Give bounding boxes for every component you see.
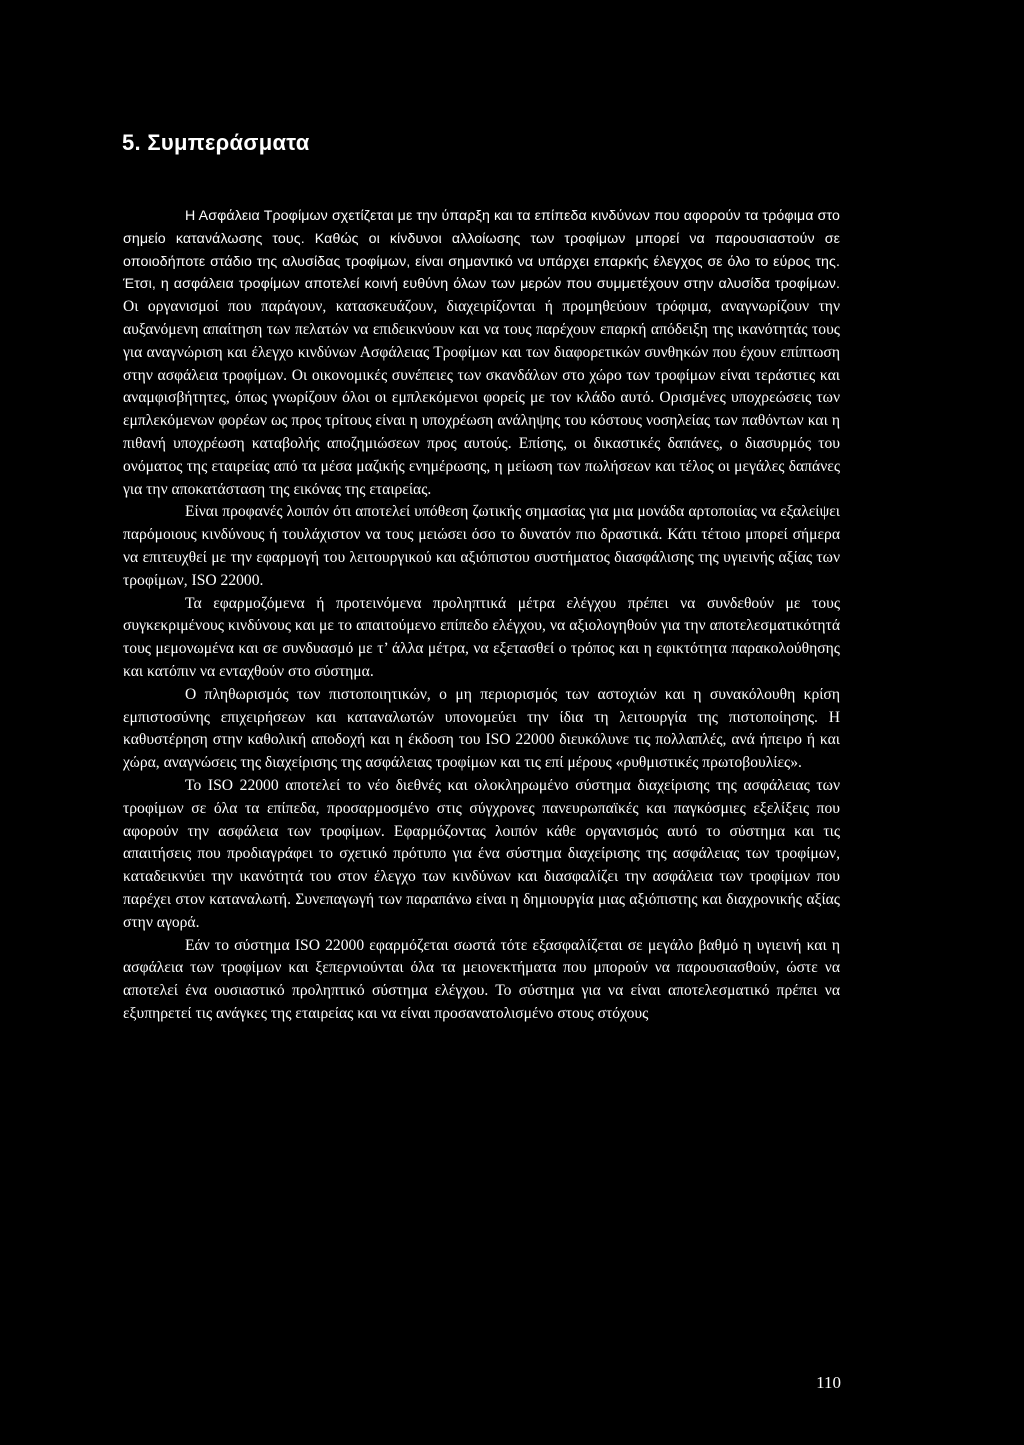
paragraph-bakery <box>123 501 840 592</box>
page-number: 110 <box>816 1373 841 1392</box>
paragraph-control-measures <box>123 593 840 684</box>
paragraph-intro <box>123 205 840 501</box>
text-segment: Οι οργανισμοί που παράγουν, κατασκευάζουν, διαχειρίζονται ή προμηθεύουν τρόφιμα, αναγνωρίζουν την αυξανόμενη απαίτηση των πελατών να επιδεικνύουν και να τους παρέχουν επαρκή απόδειξη της ικανότητάς τους για αναγνώριση και έλεγχο κινδύνων Ασφάλειας Τροφίμων και των διαφορετικών συνθηκών που έχουν επίπτωση στην ασφάλεια τροφίμων. Οι οικονομικές συνέπειες των σκανδάλων στο χώρο των τροφίμων είναι τεράστιες και αναμφισβήτητες, όπως γνωρίζουν όλοι οι εμπλεκόμενοι φορείς με τον κλάδο αυτό. Ορισμένες υποχρεώσεις των εμπλεκόμενων φορέων ως προς τρίτους είναι η υποχρέωση ανάληψης του κόστους νοσηλείας των παθόντων και η πιθανή υποχρέωση καταβολής αποζημιώσεων προς αυτούς. Επίσης, οι δικαστικές δαπάνες, ο διασυρμός του ονόματος της εταιρείας από τα μέσα μαζικής ενημέρωσης, η μείωση των πωλήσεων και τέλος οι μεγάλες δαπάνες για την αποκατάσταση της εικόνας της εταιρείας. <box>123 298 840 498</box>
text-segment: Είναι προφανές λοιπόν ότι αποτελεί υπόθεση ζωτικής σημασίας για μια μονάδα αρτοποιίας να εξαλείψει παρόμοιους κινδύνους ή τουλάχιστον να τους μειώσει όσο το δυνατόν πιο δραστικά. Κάτι τέτοιο μπορεί σήμερα να επιτευχθεί με την εφαρμογή του λειτουργικού και αξιόπιστου συστήματος διασφάλισης της υγιεινής αξίας των τροφίμων, ISO 22000. <box>123 503 840 589</box>
text-segment: Η Ασφάλεια Τροφίμων σχετίζεται με την ύπαρξη και τα επίπεδα κινδύνων που αφορούν τα τρόφιμα στο σημείο κατανάλωσης τους. Καθώς οι κίνδυνοι αλλοίωσης των τροφίμων μπορεί να παρουσιαστούν σε οποιοδήποτε στάδιο της αλυσίδας τροφίμων, είναι σημαντικό να υπάρχει επαρκής έλεγχος σε όλο το εύρος της. Έτσι, η ασφάλεια τροφίμων αποτελεί κοινή ευθύνη όλων των μερών που συμμετέχουν στην αλυσίδα τροφίμων. <box>123 208 840 293</box>
text-segment: Εάν το σύστημα ISO 22000 εφαρμόζεται σωστά τότε εξασφαλίζεται σε μεγάλο βαθμό η υγιεινή και η ασφάλεια των τροφίμων και ξεπερνιούνται όλα τα μειονεκτήματα που μπορούν να παρουσιασθούν, ώστε να αποτελεί ένα ουσιαστικό προληπτικό σύστημα ελέγχου. Το σύστημα για να είναι αποτελεσματικό πρέπει να εξυπηρετεί τις ανάγκες της εταιρείας και να είναι προσανατολισμένο στους στόχους <box>123 936 840 1022</box>
paragraph-implementation <box>123 935 840 1026</box>
section-title: 5. Συμπεράσματα <box>122 130 310 155</box>
paragraph-certification <box>123 684 840 775</box>
body-text <box>123 205 840 1026</box>
paragraph-iso-22000 <box>123 775 840 935</box>
text-segment: Το ISO 22000 αποτελεί το νέο διεθνές και ολοκληρωμένο σύστημα διαχείρισης της ασφάλειας των τροφίμων σε όλα τα επίπεδα, προσαρμοσμένο στις σύγχρονες πανευρωπαϊκές και παγκόσμιες εξελίξεις που αφορούν την ασφάλεια των τροφίμων. Εφαρμόζοντας λοιπόν κάθε οργανισμός αυτό το σύστημα και τις απαιτήσεις που προδιαγράφει το σχετικό πρότυπο για ένα σύστημα διαχείρισης της ασφάλειας των τροφίμων, καταδεικνύει την ικανότητά του στον έλεγχο των κινδύνων και διασφαλίζει την ασφάλεια των τροφίμων που παρέχει στον καταναλωτή. Συνεπαγωγή των παραπάνω είναι η δημιουργία μιας αξιόπιστης και διαχρονικής αξίας στην αγορά. <box>123 776 840 931</box>
text-segment: Ο πληθωρισμός των πιστοποιητικών, ο μη περιορισμός των αστοχιών και η συνακόλουθη κρίση εμπιστοσύνης επιχειρήσεων και καταναλωτών υπονομεύει την ίδια τη λειτουργία της πιστοποίησης. Η καθυστέρηση στην καθολική αποδοχή και η έκδοση του ISO 22000 διευκόλυνε τις πολλαπλές, ανά ήπειρο ή και χώρα, αναγνώσεις της διαχείρισης της ασφάλειας τροφίμων και τις επί μέρους «ρυθμιστικές πρωτοβουλίες». <box>123 685 840 772</box>
text-segment: Τα εφαρμοζόμενα ή προτεινόμενα προληπτικά μέτρα ελέγχου πρέπει να συνδεθούν με τους συγκεκριμένους κινδύνους και με το απαιτούμενο επίπεδο ελέγχου, να αξιολογηθούν για την αποτελεσματικότητά τους μεμονωμένα και σε συνδυασμό με τ’ άλλα μέτρα, να εξετασθεί ο τρόπος και η εφικτότητα παρακολούθησης και κατόπιν να ενταχθούν στο σύστημα. <box>123 594 840 680</box>
